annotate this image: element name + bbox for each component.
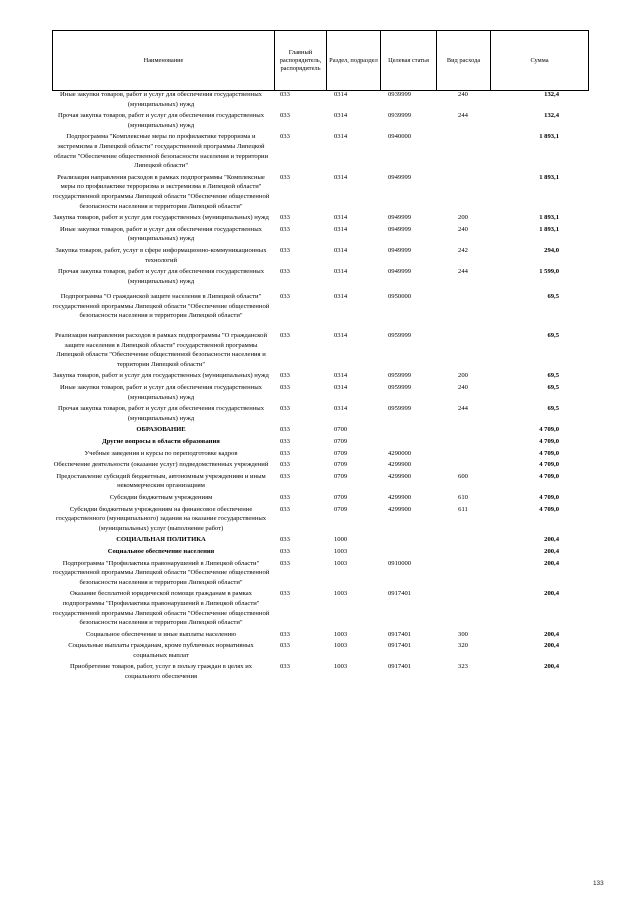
row-gr: 033 [280,246,290,254]
row-razdel: 1003 [334,590,348,598]
row-cs: 0917401 [388,642,412,650]
row-vr: 611 [458,505,468,513]
row-name: Оказание бесплатной юридической помощи гражданам в рамках подпрограммы "Профилактика правонарушений в Липецкой области" государственной программы Липецкой области "Обеспечение общественной безопасности населения и территории Липецкой области" [52,590,270,627]
row-gr: 033 [280,663,290,671]
row-vr [436,449,490,461]
row-razdel: 1000 [334,536,348,544]
row-vr: 240 [458,91,468,98]
table-row [52,589,588,629]
row-gr: 033 [280,536,290,544]
row-sum: 4 709,0 [539,505,559,513]
row-cs: 4299900 [388,505,412,513]
row-sum: 132,4 [544,112,559,120]
row-cs: 0959999 [388,332,412,340]
row-name: Закупка товаров, работ, услуг в сфере информационно-коммуникационных технологий [55,246,267,264]
row-sum: 69,5 [547,293,559,301]
row-cs: 0949999 [388,268,412,276]
row-vr: 200 [458,214,468,222]
row-sum: 4 709,0 [539,438,559,445]
row-sum: 200,4 [544,547,559,555]
row-vr [436,132,490,172]
row-cs [380,547,436,559]
row-name: Субсидии бюджетным учреждениям [109,493,213,501]
header-gr: Главный распорядитель, распорядитель [275,31,327,91]
table-row [52,449,588,461]
header-cs: Целевая статья [381,31,437,91]
table-row [52,493,588,505]
row-razdel: 1003 [334,559,348,567]
row-name: Реализация направления расходов в рамках подпрограммы "О гражданской защите населения в Липецкой области" государственной программы Липецкой области "Обеспечение общественной безопасности населения и территории Липецкой области" [54,332,267,368]
row-vr: 244 [458,405,468,413]
row-gr: 033 [280,91,290,98]
row-name: СОЦИАЛЬНАЯ ПОЛИТИКА [116,536,206,544]
row-sum: 69,5 [547,384,559,392]
table-row [52,547,588,559]
row-name: Другие вопросы в области образования [102,438,220,445]
row-cs [380,535,436,547]
row-vr [436,535,490,547]
row-razdel: 1003 [334,663,348,671]
header-vr: Вид расхода [437,31,491,91]
row-gr: 033 [280,173,290,181]
row-vr [436,425,490,437]
row-gr: 033 [280,372,290,380]
row-name: Подпрограмма "Комплексные меры по профилактике терроризма и экстремизма в Липецкой области" государственной программы Липецкой области "Обеспечение общественной безопасности населения и территории Липецкой области" [53,133,269,170]
row-name: Социальные выплаты гражданам, кроме публичных нормативных социальных выплат [68,642,254,659]
row-razdel: 0314 [334,293,348,301]
row-gr: 033 [280,493,290,501]
row-razdel: 1003 [334,642,348,650]
row-cs: 0949999 [388,246,412,254]
row-gr: 033 [280,293,290,301]
row-vr: 200 [458,372,468,380]
row-vr [436,292,490,331]
row-razdel: 0709 [334,461,348,469]
row-vr: 244 [458,112,468,120]
row-vr [436,173,490,213]
row-cs: 4299900 [388,461,412,469]
row-sum: 4 709,0 [539,472,559,480]
row-vr: 240 [458,384,468,392]
row-gr: 033 [280,332,290,340]
row-sum: 200,4 [544,536,559,544]
row-sum: 1 893,1 [539,173,559,181]
table-row [52,292,588,331]
row-sum: 4 709,0 [539,493,559,501]
row-gr: 033 [280,590,290,598]
table-row [52,383,588,404]
row-vr: 600 [458,472,468,480]
table-row [52,331,588,371]
row-name: Закупка товаров, работ и услуг для государственных (муниципальных) нужд [53,372,269,380]
table-row [52,437,588,449]
row-gr: 033 [280,438,290,445]
row-gr: 033 [280,630,290,638]
row-vr: 244 [458,268,468,276]
row-sum: 4 709,0 [539,449,559,457]
row-vr [436,559,490,590]
table-row [52,662,588,683]
row-vr [436,547,490,559]
row-vr [436,331,490,371]
table-row [52,371,588,383]
row-cs [380,425,436,437]
row-sum: 200,4 [544,663,559,671]
table-row [52,630,588,642]
row-cs: 0917401 [388,590,412,598]
table-row [52,246,588,267]
row-name: Иные закупки товаров, работ и услуг для обеспечения государственных (муниципальных) нужд [60,384,262,401]
header-sum: Сумма [491,31,589,91]
row-razdel: 0709 [334,505,348,513]
row-razdel: 0709 [334,472,348,480]
row-name: Иные закупки товаров, работ и услуг для обеспечения государственных (муниципальных) нужд [60,91,262,108]
table-row [52,132,588,172]
row-cs: 0917401 [388,663,412,671]
table-row [52,173,588,213]
table-row [52,505,588,536]
row-razdel: 0314 [334,332,348,340]
row-gr: 033 [280,133,290,141]
row-sum: 1 893,1 [539,214,559,222]
row-sum: 200,4 [544,642,559,650]
row-sum: 69,5 [547,372,559,380]
row-vr: 242 [458,246,468,254]
row-gr: 033 [280,642,290,650]
row-gr: 033 [280,559,290,567]
table-row [52,213,588,225]
row-gr: 033 [280,268,290,276]
row-sum: 200,4 [544,590,559,598]
row-gr: 033 [280,449,290,457]
header-name: Наименование [53,31,275,91]
row-cs: 0949999 [388,214,412,222]
row-vr: 300 [458,630,468,638]
row-razdel: 0709 [334,493,348,501]
row-gr: 033 [280,461,290,469]
row-name: Субсидии бюджетным учреждениям на финансовое обеспечение государственного (муниципального) задания на оказание государственных (муниципальных) услуг (выполнение работ) [55,505,267,532]
row-sum: 200,4 [544,630,559,638]
table-row [52,404,588,425]
row-gr: 033 [280,384,290,392]
row-cs: 4299900 [388,472,412,480]
row-sum: 69,5 [547,332,559,340]
row-name: Подпрограмма "О гражданской защите населения в Липецкой области" государственной программы Липецкой области "Обеспечение общественной безопасности населения и территории Липецкой области" [52,293,270,320]
row-razdel: 0314 [334,225,348,233]
table-row [52,111,588,132]
row-razdel: 0709 [334,438,348,445]
row-sum: 1 893,1 [539,133,559,141]
row-vr [436,437,490,449]
row-razdel: 0709 [334,449,348,457]
row-name: Прочая закупка товаров, работ и услуг для обеспечения государственных (муниципальных) нужд [57,112,265,129]
row-razdel: 0700 [334,426,348,434]
row-sum: 4 709,0 [539,461,559,469]
row-name: Учебные заведения и курсы по переподготовке кадров [84,449,238,457]
row-gr: 033 [280,405,290,413]
row-vr: 240 [458,225,468,233]
row-name: Реализация направления расходов в рамках подпрограммы "Комплексные меры по профилактике терроризма и экстремизма в Липецкой области" государственной программы Липецкой области "Обеспечение общественной безопасности населения и территории Липецкой области" [52,173,270,210]
row-razdel: 0314 [334,133,348,141]
row-gr: 033 [280,214,290,222]
row-cs: 0959999 [388,405,412,413]
row-razdel: 0314 [334,384,348,392]
row-name: Социальное обеспечение населения [107,547,215,555]
row-cs: 0949999 [388,173,412,181]
row-gr: 033 [280,505,290,513]
table-row [52,460,588,472]
table-row [52,267,588,292]
table-header [52,30,589,91]
row-name: Прочая закупка товаров, работ и услуг для обеспечения государственных (муниципальных) нужд [57,268,265,285]
row-cs [380,437,436,449]
row-razdel: 0314 [334,246,348,254]
row-gr: 033 [280,112,290,120]
row-cs: 0950000 [388,293,412,301]
row-razdel: 0314 [334,372,348,380]
row-razdel: 0314 [334,214,348,222]
row-cs: 0939999 [388,112,412,120]
row-razdel: 1003 [334,547,348,555]
table-row [52,225,588,246]
row-cs: 0940000 [388,133,412,141]
header-razdel: Раздел, подраздел [327,31,381,91]
row-razdel: 0314 [334,91,348,98]
header-row [53,31,589,91]
row-name: ОБРАЗОВАНИЕ [136,426,186,434]
row-razdel: 0314 [334,268,348,276]
row-name: Иные закупки товаров, работ и услуг для обеспечения государственных (муниципальных) нужд [60,225,262,243]
row-name: Подпрограмма "Профилактика правонарушений в Липецкой области" государственной программы Липецкой области "Обеспечение общественной безопасности населения и территории Липецкой области" [52,559,270,586]
row-cs: 0959999 [388,372,412,380]
table-row [52,641,588,662]
row-name: Предоставление субсидий бюджетным, автономным учреждениям и иным некоммерческим организациям [56,472,266,490]
row-name: Социальное обеспечение и иные выплаты населению [85,630,237,638]
budget-table [52,90,588,684]
row-vr: 610 [458,493,468,501]
row-sum: 69,5 [547,405,559,413]
row-cs: 4290000 [388,449,412,457]
row-gr: 033 [280,426,290,434]
row-gr: 033 [280,547,290,555]
row-gr: 033 [280,472,290,480]
row-cs: 0917401 [388,630,412,638]
row-sum: 200,4 [544,559,559,567]
row-vr [436,589,490,629]
row-cs: 0959999 [388,384,412,392]
row-sum: 1 599,0 [539,268,559,276]
row-name: Обеспечение деятельности (оказание услуг) подведомственных учреждений [53,461,269,469]
table-row [52,559,588,590]
row-vr: 323 [458,663,468,671]
row-sum: 132,4 [544,91,559,98]
page-number: 133 [593,880,604,887]
row-name: Приобретение товаров, работ, услуг в пользу граждан в целях их социального обеспечения [69,663,253,681]
row-sum: 294,0 [544,246,559,254]
row-sum: 4 709,0 [539,426,559,434]
table-row [52,90,588,111]
row-sum: 1 893,1 [539,225,559,233]
row-razdel: 1003 [334,630,348,638]
row-name: Закупка товаров, работ и услуг для государственных (муниципальных) нужд [53,214,269,222]
table-row [52,425,588,437]
row-cs: 0939999 [388,91,412,98]
row-vr [436,460,490,472]
row-cs: 4299900 [388,493,412,501]
table-row [52,472,588,493]
row-name: Прочая закупка товаров, работ и услуг для обеспечения государственных (муниципальных) нужд [57,405,265,422]
row-gr: 033 [280,225,290,233]
row-razdel: 0314 [334,112,348,120]
row-razdel: 0314 [334,405,348,413]
row-cs: 0910000 [388,559,412,567]
table-row [52,535,588,547]
row-vr: 320 [458,642,468,650]
row-cs: 0949999 [388,225,412,233]
row-razdel: 0314 [334,173,348,181]
